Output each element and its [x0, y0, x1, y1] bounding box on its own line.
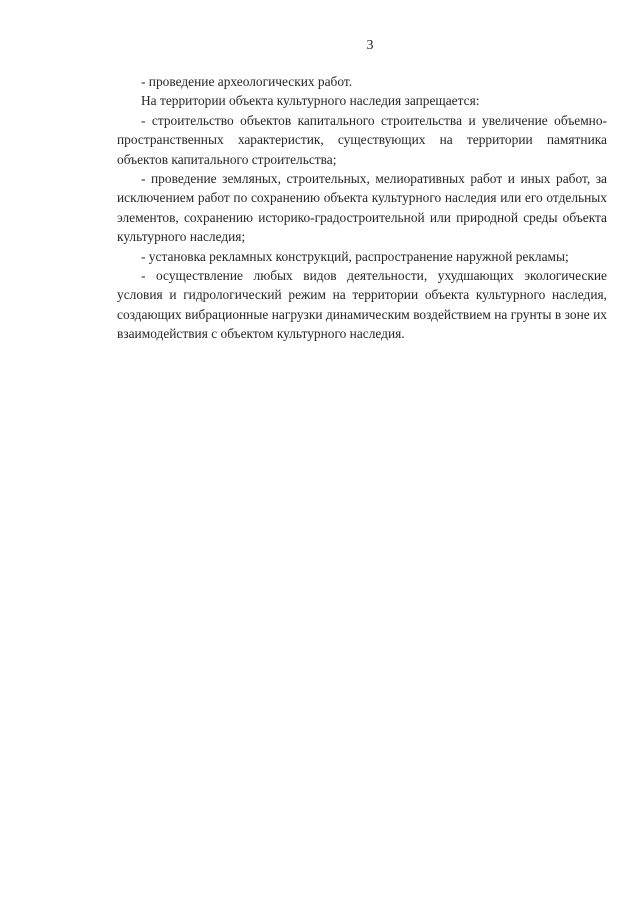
- paragraph-archaeological-works: - проведение археологических работ.: [141, 74, 353, 89]
- paragraph-advertising-prohibition: - установка рекламных конструкций, распространение наружной рекламы;: [141, 248, 569, 264]
- paragraph-prohibitions-heading: На территории объекта культурного наследия запрещается:: [141, 93, 480, 109]
- page-number: 3: [366, 38, 374, 53]
- paragraph-construction-prohibition: - строительство объектов капитального строительства и увеличение объемно-пространственных характеристик, существующих на территории памятника объектов капитального строительства;: [117, 112, 607, 167]
- paragraph-earthworks-prohibition: - проведение земляных, строительных, мелиоративных работ и иных работ, за исключением работ по сохранению объекта культурного наследия или его отдельных элементов, сохранению историко-градостроительной или природной среды объекта культурного наследия;: [117, 171, 607, 245]
- document-body: [117, 72, 607, 344]
- paragraph-activities-prohibition: - осуществление любых видов деятельности, ухудшающих экологические условия и гидрологический режим на территории объекта культурного наследия, создающих вибрационные нагрузки динамическим воздействием на грунты в зоне их взаимодействия с объектом культурного наследия.: [117, 268, 607, 342]
